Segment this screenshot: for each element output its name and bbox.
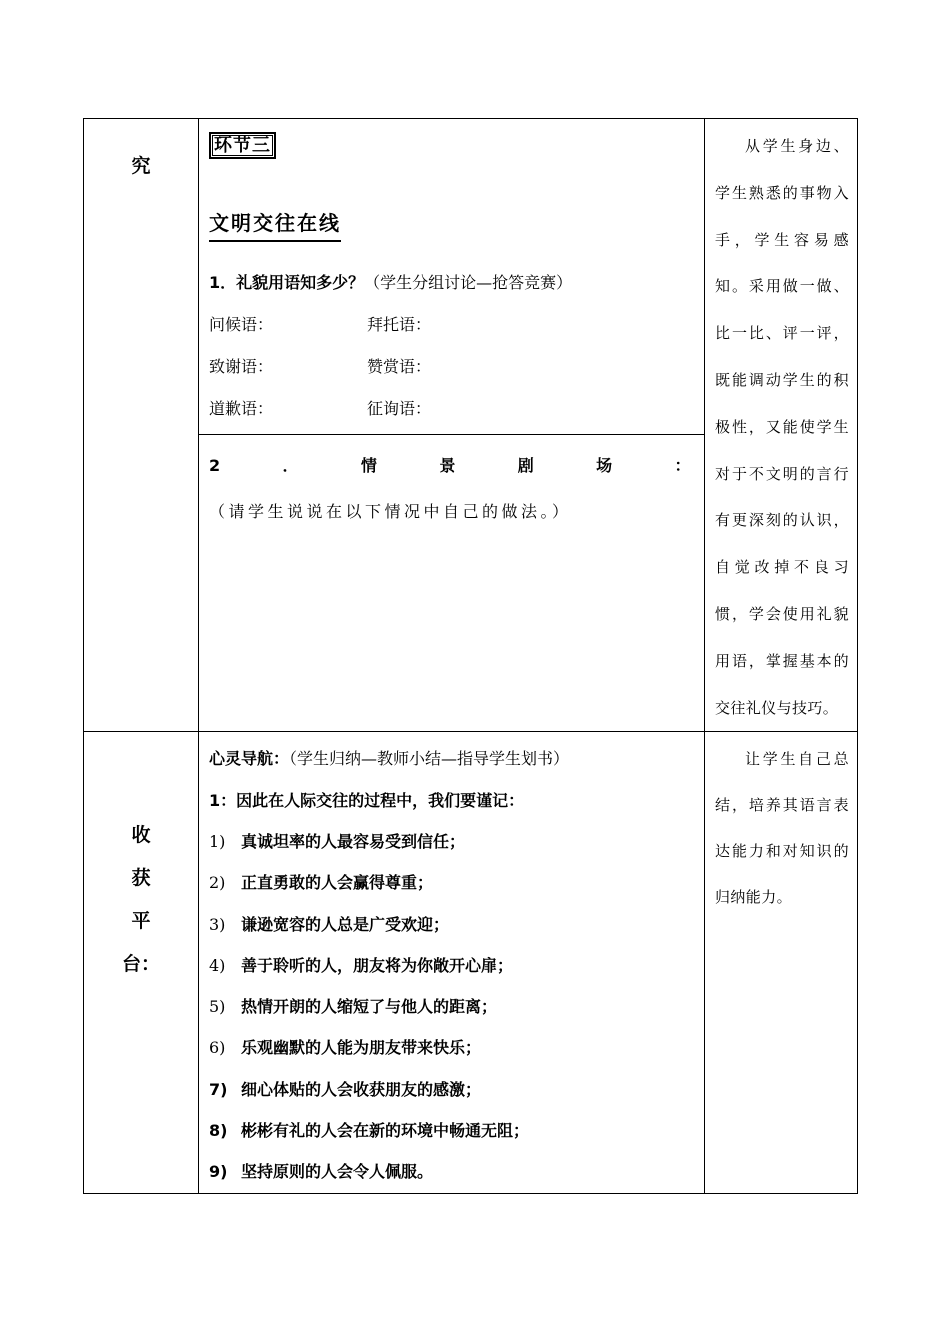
section-cell (84, 732, 199, 1193)
list-item: 6) 乐观幽默的人能为朋友带来快乐； (209, 1038, 482, 1058)
design-note: 从学生身边、学生熟悉的事物入手，学生容易感知。采用做一做、比一比、评一评，既能调动学生的积极性，又能使学生对于不文明的言行有更深刻的认识，自觉改掉不良习惯，学会使用礼貌用语，掌握基本的交往礼仪与技巧。 (715, 137, 849, 717)
greeting-type: 问候语： (209, 315, 274, 334)
guide-label: 心灵导航： (209, 749, 290, 769)
list-item: 5) 热情开朗的人缩短了与他人的距离； (209, 997, 498, 1017)
question-1-label: 1．礼貌用语知多少？ (209, 273, 365, 292)
design-note-cell (705, 732, 858, 1193)
question-2-note: （请学生说说在以下情况中自己的做法。） (209, 502, 572, 521)
list-item: 3) 谦逊宽容的人总是广受欢迎； (209, 914, 450, 934)
scenario-block (199, 434, 704, 535)
section-cell (84, 119, 199, 732)
greeting-row (209, 356, 694, 378)
design-note: 让学生自己总结，培养其语言表达能力和对知识的归纳能力。 (715, 750, 849, 907)
design-note-cell (705, 119, 858, 732)
summary-intro: 1：因此在人际交往的过程中，我们要谨记： (209, 790, 525, 810)
list-item: 9) 坚持原则的人会令人佩服。 (209, 1162, 434, 1182)
lesson-plan-table (83, 118, 858, 1194)
greeting-type: 致谢语： (209, 357, 274, 376)
section-name: 收 获 平 台： (121, 824, 160, 976)
list-item: 1) 真诚坦率的人最容易受到信任； (209, 831, 466, 851)
list-item: 7) 细心体贴的人会收获朋友的感激； (209, 1079, 482, 1099)
question-1 (209, 272, 694, 294)
guide-heading (209, 738, 694, 779)
table-row (84, 732, 858, 1193)
list-item: 2) 正直勇敢的人会赢得尊重； (209, 873, 434, 893)
greeting-type: 道歉语： (209, 399, 274, 418)
greeting-type: 征询语： (367, 399, 432, 418)
question-2 (209, 443, 694, 535)
topic-title: 文明交往在线 (209, 207, 341, 242)
content-cell (199, 732, 705, 1193)
content-cell (199, 119, 705, 732)
question-1-note: （学生分组讨论—抢答竞赛） (364, 273, 573, 292)
list-item: 4) 善于聆听的人，朋友将为你敞开心扉； (209, 955, 514, 975)
table-row (84, 119, 858, 732)
greeting-type: 赞赏语： (367, 357, 432, 376)
guide-note: （学生归纳—教师小结—指导学生划书） (289, 749, 570, 769)
question-2-label: 2．情景剧场： (209, 456, 694, 475)
list-item: 8) 彬彬有礼的人会在新的环境中畅通无阻； (209, 1121, 530, 1141)
stage-label: 环节三 (209, 132, 276, 159)
greeting-row (209, 314, 694, 336)
greeting-row (209, 398, 694, 420)
greeting-type: 拜托语： (367, 315, 432, 334)
section-name: 究 (131, 155, 151, 177)
